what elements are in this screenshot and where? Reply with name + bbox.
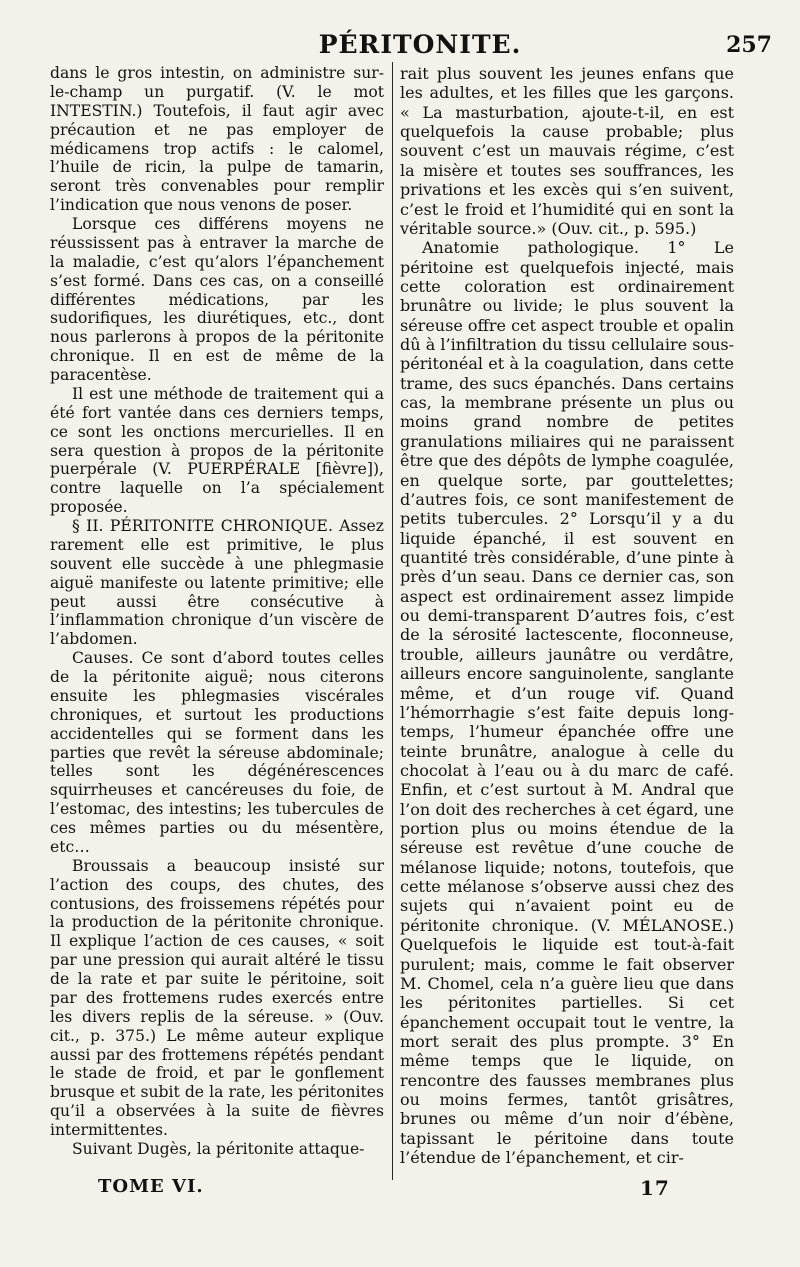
paragraph: dans le gros intestin, on administre sur-le-champ un purgatif. (V. le mot INTESTIN.) Toutefois, il faut agir avec précaution et ne pas employer de médicamens trop actifs : le calomel, l’huile de ricin, la pulpe de tamarin, seront très convenables pour remplir l’indication que nous venons de poser. bbox=[50, 64, 384, 215]
page-title: PÉRITONITE. bbox=[318, 30, 522, 59]
page-number: 257 bbox=[726, 32, 772, 58]
footer-signature: 17 bbox=[640, 1176, 670, 1200]
paragraph: Anatomie pathologique. 1° Le péritoine est quelquefois injecté, mais cette coloration est ordinairement brunâtre ou livide; le plus souvent la séreuse offre cet aspect trouble et opalin dû à l’infiltration du tissu cellulaire sous-péritonéal et à la coagulation, dans cette trame, des sucs épanchés. Dans certains cas, la membrane présente un plus ou moins grand nombre de petites granulations miliaires qui ne paraissent être que des dépôts de lymphe coagulée, en quelque sorte, par gouttelettes; d’autres fois, ce sont manifestement de petits tubercules. 2° Lorsqu’il y a du liquide épanché, il est souvent en quantité très considérable, d’une pinte à près d’un seau. Dans ce dernier cas, son aspect est ordinairement assez limpide ou demi-transparent D’autres fois, c’est de la sérosité lactescente, floconneuse, trouble, ailleurs jaunâtre ou verdâtre, ailleurs encore sanguinolente, sanglante même, et d’un rouge vif. Quand l’hémorrhagie s’est faite depuis long-temps, l’humeur épanchée offre une teinte brunâtre, analogue à celle du chocolat à l’eau ou à du marc de café. Enfin, et c’est surtout à M. Andral que l’on doit des recherches à cet égard, une portion plus ou moins étendue de la séreuse est revêtue d’une couche de mélanose liquide; notons, toutefois, que cette mélanose s’observe aussi chez des sujets qui n’avaient point eu de péritonite chronique. (V. MÉLANOSE.) Quelquefois le liquide est tout-à-fait purulent; mais, comme le fait observer M. Chomel, cela n’a guère lieu que dans les péritonites partielles. Si cet épanchement occupait tout le ventre, la mort serait des plus prompte. 3° En même temps que le liquide, on rencontre des fausses membranes plus ou moins fermes, tantôt grisâtres, brunes ou même d’un noir d’ébène, tapissant le péritoine dans toute l’étendue de l’épanchement, et cir- bbox=[400, 238, 734, 1168]
left-column bbox=[50, 64, 384, 1159]
footer-tome: TOME VI. bbox=[98, 1176, 204, 1197]
paragraph: Causes. Ce sont d’abord toutes celles de la péritonite aiguë; nous citerons ensuite les phlegmasies viscérales chroniques, et surtout les productions accidentelles qui se forment dans les parties que revêt la séreuse abdominale; telles sont les dégénérescences squirrheuses et cancéreuses du foie, de l’estomac, des intestins; les tubercules de ces mêmes parties ou du mésentère, etc… bbox=[50, 649, 384, 856]
column-divider bbox=[392, 62, 393, 1180]
paragraph: Il est une méthode de traitement qui a été fort vantée dans ces derniers temps, ce sont les onctions mercurielles. Il en sera question à propos de la péritonite puerpérale (V. PUERPÉRALE [fièvre]), contre laquelle on l’a spécialement proposée. bbox=[50, 384, 384, 517]
paragraph: Suivant Dugès, la péritonite attaque- bbox=[72, 1139, 365, 1158]
paragraph: Broussais a beaucoup insisté sur l’action des coups, des chutes, des contusions, des froissemens répétés pour la production de la péritonite chronique. Il explique l’action de ces causes, « soit par une pression qui aurait altéré le tissu de la rate et par suite le péritoine, soit par des frottemens rudes exercés entre les divers replis de la séreuse. » (Ouv. cit., p. 375.) Le même auteur explique aussi par des frottemens répétés pendant le stade de froid, et par le gonflement brusque et subit de la rate, les péritonites qu’il a observées à la suite de fièvres intermittentes. bbox=[50, 856, 384, 1139]
paragraph: § II. PÉRITONITE CHRONIQUE. Assez rarement elle est primitive, le plus souvent elle succède à une phlegmasie aiguë manifeste ou latente primitive; elle peut aussi être consécutive à l’inflammation chronique d’un viscère de l’abdomen. bbox=[50, 517, 384, 649]
running-header bbox=[50, 30, 790, 64]
right-column bbox=[400, 64, 734, 1167]
paragraph: rait plus souvent les jeunes enfans que les adultes, et les filles que les garçons. « La masturbation, ajoute-t-il, en est quelquefois la cause probable; plus souvent c’est un mauvais régime, c’est la misère et toutes ses souffrances, les privations et les excès qui s’en suivent, c’est le froid et l’humidité qui en sont la véritable source.» (Ouv. cit., p. 595.) bbox=[400, 64, 734, 238]
paragraph: Lorsque ces différens moyens ne réussissent pas à entraver la marche de la maladie, c’est qu’alors l’épanchement s’est formé. Dans ces cas, on a conseillé différentes médications, par les sudorifiques, les diurétiques, etc., dont nous parlerons à propos de la péritonite chronique. Il en est de même de la paracentèse. bbox=[50, 215, 384, 384]
